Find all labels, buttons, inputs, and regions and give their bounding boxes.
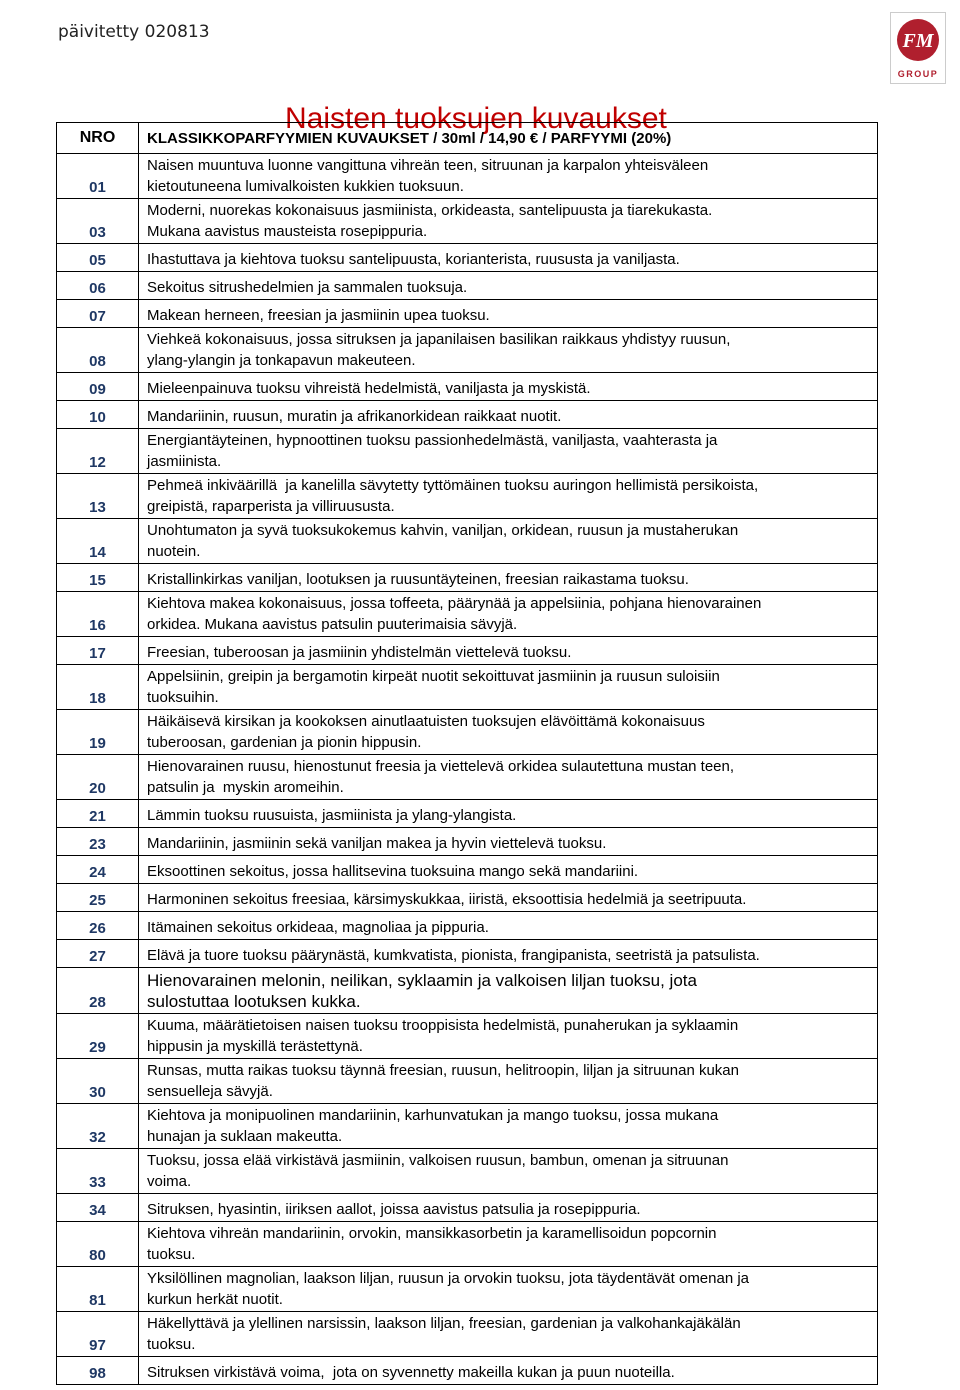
row-number: 25 xyxy=(57,884,139,912)
table-row xyxy=(57,1222,878,1267)
row-number: 08 xyxy=(57,328,139,373)
fm-group-logo xyxy=(890,12,946,84)
description-line: Pehmeä inkiväärillä ja kanelilla sävytetty tyttömäinen tuoksu auringon hellimistä persikoista, xyxy=(147,477,759,494)
table-row xyxy=(57,373,878,401)
description-line: Kristallinkirkas vaniljan, lootuksen ja ruusuntäyteinen, freesian raikastama tuoksu. xyxy=(147,570,689,588)
table-row xyxy=(57,856,878,884)
description-line: patsulin ja myskin aromeihin. xyxy=(147,778,344,796)
description-line: Freesian, tuberoosan ja jasmiinin yhdistelmän viettelevä tuoksu. xyxy=(147,643,572,661)
row-number: 28 xyxy=(57,968,139,1014)
description-line: Kiehtova vihreän mandariinin, orvokin, mansikkasorbetin ja karamellisoidun popcornin xyxy=(147,1225,717,1242)
row-number: 19 xyxy=(57,710,139,755)
row-number: 34 xyxy=(57,1194,139,1222)
row-number: 15 xyxy=(57,564,139,592)
row-description xyxy=(139,429,878,474)
description-line: Viehkeä kokonaisuus, jossa sitruksen ja japanilaisen basilikan raikkaus yhdistyy ruusun, xyxy=(147,331,731,348)
row-description xyxy=(139,373,878,401)
table-row xyxy=(57,474,878,519)
table-row xyxy=(57,300,878,328)
row-number: 17 xyxy=(57,637,139,665)
table-row xyxy=(57,199,878,244)
description-line: Häkellyttävä ja ylellinen narsissin, laakson liljan, freesian, gardenian ja valkohankajäkälän xyxy=(147,1315,741,1332)
table-row xyxy=(57,710,878,755)
row-description xyxy=(139,592,878,637)
row-number: 06 xyxy=(57,272,139,300)
row-description xyxy=(139,1014,878,1059)
description-line: Itämainen sekoitus orkideaa, magnoliaa ja pippuria. xyxy=(147,918,489,936)
description-line: Mandariinin, ruusun, muratin ja afrikanorkidean raikkaat nuotit. xyxy=(147,407,562,425)
logo-group-label: GROUP xyxy=(897,69,939,79)
description-line: Harmoninen sekoitus freesiaa, kärsimyskukkaa, iiristä, eksoottisia hedelmiä ja seetripuuta. xyxy=(147,890,747,908)
table-row xyxy=(57,429,878,474)
table-row xyxy=(57,1267,878,1312)
description-line: sensuelleja sävyjä. xyxy=(147,1082,273,1100)
row-number: 12 xyxy=(57,429,139,474)
row-description xyxy=(139,828,878,856)
row-number: 10 xyxy=(57,401,139,429)
table-row xyxy=(57,564,878,592)
row-number: 97 xyxy=(57,1312,139,1357)
description-line: Mandariinin, jasmiinin sekä vaniljan makea ja hyvin viettelevä tuoksu. xyxy=(147,834,607,852)
description-line: Hienovarainen ruusu, hienostunut freesia ja viettelevä orkidea sulautettuna mustan teen, xyxy=(147,758,735,775)
description-line: Kiehtova makea kokonaisuus, jossa toffeeta, päärynää ja appelsiinia, pohjana hienovarainen xyxy=(147,595,762,612)
page-title: Naisten tuoksujen kuvaukset xyxy=(285,102,667,136)
description-line: Häikäisevä kirsikan ja kookoksen ainutlaatuisten tuoksujen elävöittämä kokonaisuus xyxy=(147,713,705,730)
row-description xyxy=(139,564,878,592)
description-line: Unohtumaton ja syvä tuoksukokemus kahvin, vaniljan, orkidean, ruusun ja mustaherukan xyxy=(147,522,739,539)
row-description xyxy=(139,474,878,519)
row-number: 13 xyxy=(57,474,139,519)
row-description xyxy=(139,1059,878,1104)
row-number: 30 xyxy=(57,1059,139,1104)
row-description xyxy=(139,401,878,429)
row-number: 01 xyxy=(57,154,139,199)
col-desc-header: KLASSIKKOPARFYYMIEN KUVAUKSET / 30ml / 14,90 € / PARFYYMI (20%) xyxy=(139,123,878,154)
row-number: 09 xyxy=(57,373,139,401)
fm-monogram-icon xyxy=(891,13,945,67)
table-row xyxy=(57,1357,878,1385)
row-description xyxy=(139,912,878,940)
table-row xyxy=(57,884,878,912)
description-line: Tuoksu, jossa elää virkistävä jasmiinin, valkoisen ruusun, bambun, omenan ja sitruunan xyxy=(147,1152,729,1169)
description-line: tuoksu. xyxy=(147,1335,196,1353)
description-line: tuoksuihin. xyxy=(147,688,219,706)
description-line: Lämmin tuoksu ruusuista, jasmiinista ja ylang-ylangista. xyxy=(147,806,517,824)
row-description xyxy=(139,199,878,244)
table-row xyxy=(57,1059,878,1104)
row-number: 07 xyxy=(57,300,139,328)
description-line: Kuuma, määrätietoisen naisen tuoksu trooppisista hedelmistä, punaherukan ja syklaamin xyxy=(147,1017,739,1034)
row-description xyxy=(139,244,878,272)
updated-date: päivitetty 020813 xyxy=(58,22,210,42)
row-description xyxy=(139,755,878,800)
row-description xyxy=(139,1194,878,1222)
description-line: Hienovarainen melonin, neilikan, syklaamin ja valkoisen liljan tuoksu, jota xyxy=(147,971,697,990)
table-row xyxy=(57,828,878,856)
description-line: sulostuttaa lootuksen kukka. xyxy=(147,992,361,1011)
row-description xyxy=(139,1149,878,1194)
table-row xyxy=(57,1104,878,1149)
row-description xyxy=(139,1104,878,1149)
row-number: 33 xyxy=(57,1149,139,1194)
row-number: 26 xyxy=(57,912,139,940)
row-number: 21 xyxy=(57,800,139,828)
description-line: tuberoosan, gardenian ja pionin hippusin. xyxy=(147,733,422,751)
row-description xyxy=(139,968,878,1014)
description-line: hippusin ja myskillä terästettynä. xyxy=(147,1037,363,1055)
row-number: 18 xyxy=(57,665,139,710)
table-row xyxy=(57,755,878,800)
description-line: Sitruksen virkistävä voima, jota on syvennetty makeilla kukan ja puun nuoteilla. xyxy=(147,1363,675,1381)
row-description xyxy=(139,154,878,199)
description-line: Elävä ja tuore tuoksu päärynästä, kumkvatista, pionista, frangipanista, seetristä ja patsulista. xyxy=(147,946,760,964)
description-line: tuoksu. xyxy=(147,1245,196,1263)
row-number: 29 xyxy=(57,1014,139,1059)
row-description xyxy=(139,940,878,968)
row-description xyxy=(139,1312,878,1357)
table-row xyxy=(57,272,878,300)
description-line: kietoutuneena lumivalkoisten kukkien tuoksuun. xyxy=(147,177,464,195)
description-line: Makean herneen, freesian ja jasmiinin upea tuoksu. xyxy=(147,306,490,324)
row-description xyxy=(139,800,878,828)
row-number: 05 xyxy=(57,244,139,272)
row-number: 03 xyxy=(57,199,139,244)
row-description xyxy=(139,1222,878,1267)
description-line: Sitruksen, hyasintin, iiriksen aallot, joissa aavistus patsulia ja rosepippuria. xyxy=(147,1200,641,1218)
table-row xyxy=(57,1312,878,1357)
row-description xyxy=(139,328,878,373)
description-line: Mieleenpainuva tuoksu vihreistä hedelmistä, vaniljasta ja myskistä. xyxy=(147,379,591,397)
row-number: 23 xyxy=(57,828,139,856)
description-line: jasmiinista. xyxy=(147,452,222,470)
row-description xyxy=(139,884,878,912)
row-description xyxy=(139,665,878,710)
table-row xyxy=(57,1149,878,1194)
row-description xyxy=(139,519,878,564)
row-number: 20 xyxy=(57,755,139,800)
description-line: Moderni, nuorekas kokonaisuus jasmiinista, orkideasta, santelipuusta ja tiarekukasta. xyxy=(147,202,713,219)
table-row xyxy=(57,665,878,710)
fragrance-table xyxy=(56,122,878,1385)
row-number: 32 xyxy=(57,1104,139,1149)
row-description xyxy=(139,272,878,300)
table-row xyxy=(57,244,878,272)
table-row xyxy=(57,1014,878,1059)
description-line: nuotein. xyxy=(147,542,201,560)
table-row xyxy=(57,401,878,429)
description-line: Runsas, mutta raikas tuoksu täynnä freesian, ruusun, helitroopin, liljan ja sitruunan kukan xyxy=(147,1062,739,1079)
table-header-row xyxy=(57,123,878,154)
table-row xyxy=(57,519,878,564)
description-line: kurkun herkät nuotit. xyxy=(147,1290,283,1308)
row-number: 81 xyxy=(57,1267,139,1312)
description-line: greipistä, raparperista ja villiruususta. xyxy=(147,497,395,515)
row-number: 16 xyxy=(57,592,139,637)
description-line: orkidea. Mukana aavistus patsulin puuterimaisia sävyjä. xyxy=(147,615,518,633)
description-line: Sekoitus sitrushedelmien ja sammalen tuoksuja. xyxy=(147,278,468,296)
table-row xyxy=(57,592,878,637)
row-number: 80 xyxy=(57,1222,139,1267)
table-row xyxy=(57,637,878,665)
description-line: Ihastuttava ja kiehtova tuoksu santelipuusta, korianterista, ruususta ja vaniljasta. xyxy=(147,250,680,268)
table-row xyxy=(57,912,878,940)
description-line: Eksoottinen sekoitus, jossa hallitsevina tuoksuina mango sekä mandariini. xyxy=(147,862,639,880)
table-row xyxy=(57,968,878,1014)
description-line: ylang-ylangin ja tonkapavun makeuteen. xyxy=(147,351,416,369)
row-description xyxy=(139,710,878,755)
description-line: hunajan ja suklaan makeutta. xyxy=(147,1127,343,1145)
description-line: Kiehtova ja monipuolinen mandariinin, karhunvatukan ja mango tuoksu, jossa mukana xyxy=(147,1107,719,1124)
row-description xyxy=(139,1267,878,1312)
col-nro-header: NRO xyxy=(57,123,139,154)
description-line: voima. xyxy=(147,1172,192,1190)
description-line: Appelsiinin, greipin ja bergamotin kirpeät nuotit sekoittuvat jasmiinin ja ruusun suloisiin xyxy=(147,668,720,685)
row-number: 14 xyxy=(57,519,139,564)
row-description xyxy=(139,856,878,884)
table-row xyxy=(57,940,878,968)
row-number: 24 xyxy=(57,856,139,884)
row-description xyxy=(139,637,878,665)
description-line: Mukana aavistus mausteista rosepippuria. xyxy=(147,222,428,240)
description-line: Energiantäyteinen, hypnoottinen tuoksu passionhedelmästä, vaniljasta, vaahterasta ja xyxy=(147,432,718,449)
description-line: Yksilöllinen magnolian, laakson liljan, ruusun ja orvokin tuoksu, jota täydentävät omenan ja xyxy=(147,1270,750,1287)
table-row xyxy=(57,154,878,199)
svg-text:FM: FM xyxy=(902,30,934,52)
table-row xyxy=(57,800,878,828)
description-line: Naisen muuntuva luonne vangittuna vihreän teen, sitruunan ja karpalon yhteisväleen xyxy=(147,157,709,174)
table-row xyxy=(57,1194,878,1222)
row-number: 98 xyxy=(57,1357,139,1385)
row-number: 27 xyxy=(57,940,139,968)
table-row xyxy=(57,328,878,373)
row-description xyxy=(139,300,878,328)
row-description xyxy=(139,1357,878,1385)
